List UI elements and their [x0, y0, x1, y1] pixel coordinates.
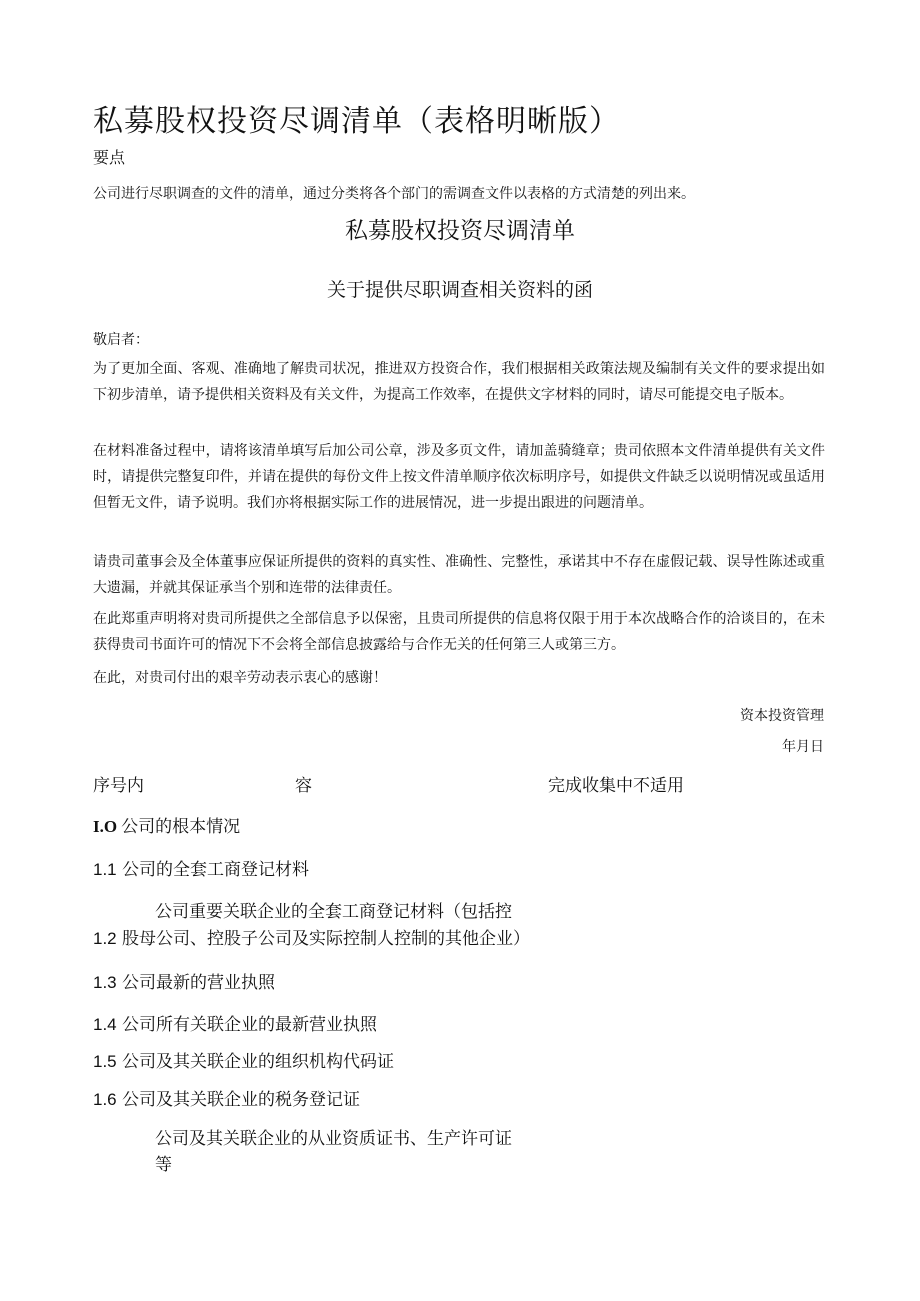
section-heading — [93, 812, 240, 837]
table-header-status: 完成收集中不适用 — [548, 776, 684, 796]
trailing-item-line2: 等 — [155, 1155, 172, 1175]
row-text: 公司所有关联企业的最新营业执照 — [122, 1015, 378, 1035]
row-text-line1: 公司重要关联企业的全套工商登记材料（包括控 — [155, 902, 512, 922]
row-number: 1.2 — [93, 929, 117, 948]
row-text: 公司的全套工商登记材料 — [122, 860, 310, 880]
salutation: 敬启者： — [93, 332, 149, 348]
table-header-number-content: 序号内 — [93, 776, 144, 796]
signature-date: 年月日 — [782, 739, 824, 755]
row-number: 1.6 — [93, 1090, 117, 1109]
row-text: 公司最新的营业执照 — [122, 973, 276, 993]
table-header-content: 容 — [295, 776, 312, 796]
row-number: 1.1 — [93, 860, 117, 879]
letter-paragraph: 在此，对贵司付出的艰辛劳动表示衷心的感谢！ — [93, 670, 387, 686]
table-row — [93, 855, 309, 880]
table-row — [93, 1010, 377, 1035]
table-row — [93, 968, 275, 993]
summary-label: 要点 — [93, 148, 126, 167]
summary-text: 公司进行尽职调查的文件的清单，通过分类将各个部门的需调查文件以表格的方式清楚的列出来。 — [93, 186, 695, 202]
letter-title: 关于提供尽职调查相关资料的函 — [326, 279, 593, 301]
table-row — [93, 924, 530, 949]
signature-organization: 资本投资管理 — [740, 708, 824, 724]
row-number: 1.4 — [93, 1015, 117, 1034]
letter-paragraph: 在此郑重声明将对贵司所提供之全部信息予以保密，且贵司所提供的信息将仅限于用于本次战略合作的洽谈目的，在未获得贵司书面许可的情况下不会将全部信息披露给与合作无关的任何第三人或第三方。 — [93, 611, 825, 653]
row-text-line2: 股母公司、控股子公司及实际控制人控制的其他企业） — [122, 929, 531, 949]
letter-paragraph: 在材料准备过程中，请将该清单填写后加公司公章，涉及多页文件，请加盖骑缝章；贵司依照本文件清单提供有关文件时，请提供完整复印件，并请在提供的每份文件上按文件清单顺序依次标明序号，如提供文件缺乏以说明情况或虽适用但暂无文件，请予说明。我们亦将根据实际工作的进展情况，进一步提出跟进的问题清单。 — [93, 443, 825, 511]
row-text: 公司及其关联企业的税务登记证 — [122, 1090, 361, 1110]
row-number: 1.5 — [93, 1052, 117, 1071]
checklist-title: 私募股权投资尽调清单 — [345, 218, 575, 244]
section-number: I.O — [93, 817, 118, 836]
table-row — [93, 1047, 394, 1072]
row-text: 公司及其关联企业的组织机构代码证 — [122, 1052, 395, 1072]
main-title: 私募股权投资尽调清单（表格明晰版） — [93, 104, 620, 139]
row-number: 1.3 — [93, 973, 117, 992]
section-title: 公司的根本情况 — [121, 817, 241, 837]
trailing-item-line1: 公司及其关联企业的从业资质证书、生产许可证 — [155, 1129, 512, 1149]
letter-paragraph: 为了更加全面、客观、准确地了解贵司状况，推进双方投资合作，我们根据相关政策法规及编制有关文件的要求提出如下初步清单，请予提供相关资料及有关文件，为提高工作效率，在提供文字材料的同时，请尽可能提交电子版本。 — [93, 361, 825, 403]
letter-paragraph: 请贵司董事会及全体董事应保证所提供的资料的真实性、准确性、完整性，承诺其中不存在虚假记载、误导性陈述或重大遗漏，并就其保证承当个别和连带的法律责任。 — [93, 554, 825, 596]
table-row — [93, 1085, 360, 1110]
